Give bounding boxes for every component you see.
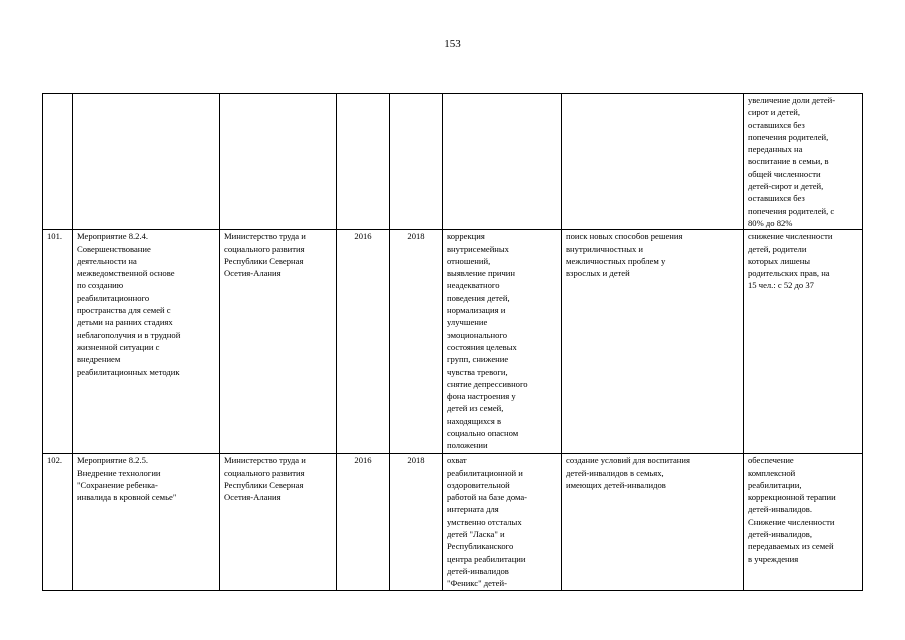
result-cell	[562, 94, 744, 230]
table-row	[43, 454, 863, 590]
end-year-cell	[390, 94, 443, 230]
page-number: 153	[444, 38, 461, 50]
result-cell: создание условий для воспитания детей-инвалидов в семьях, имеющих детей-инвалидов	[562, 454, 744, 590]
executor-cell: Министерство труда и социального развития Республики Северная Осетия-Алания	[220, 230, 337, 454]
event-cell	[73, 94, 220, 230]
row-number: 101.	[43, 230, 73, 454]
content-cell: охват реабилитационной и оздоровительной работой на базе дома- интерната для умственно отсталых детей "Ласка" и Республиканского центра реабилитации детей-инвалидов "Феникс" детей-	[443, 454, 562, 590]
start-year-cell: 2016	[337, 230, 390, 454]
indicator-cell: обеспечение комплексной реабилитации, коррекционной терапии детей-инвалидов. Снижение численности детей-инвалидов, передаваемых из семей в учреждения	[744, 454, 863, 590]
event-cell: Мероприятие 8.2.4. Совершенствование деятельности на межведомственной основе по созданию реабилитационного пространства для семей с детьми на ранних стадиях неблагополучия и в трудной жизненной ситуации с внедрением реабилитационных методик	[73, 230, 220, 454]
indicator-cell: снижение численности детей, родители которых лишены родительских прав, на 15 чел.: с 52 до 37	[744, 230, 863, 454]
program-table	[42, 93, 863, 591]
table-row	[43, 230, 863, 454]
row-number: 102.	[43, 454, 73, 590]
end-year-cell: 2018	[390, 454, 443, 590]
event-cell: Мероприятие 8.2.5. Внедрение технологии "Сохранение ребенка- инвалида в кровной семье"	[73, 454, 220, 590]
table-row	[43, 94, 863, 230]
content-cell	[443, 94, 562, 230]
result-cell: поиск новых способов решения внутриличностных и межличностных проблем у взрослых и детей	[562, 230, 744, 454]
start-year-cell: 2016	[337, 454, 390, 590]
end-year-cell: 2018	[390, 230, 443, 454]
row-number	[43, 94, 73, 230]
executor-cell	[220, 94, 337, 230]
executor-cell: Министерство труда и социального развития Республики Северная Осетия-Алания	[220, 454, 337, 590]
content-cell: коррекция внутрисемейных отношений, выявление причин неадекватного поведения детей, нормализация и улучшение эмоционального состояния целевых групп, снижение чувства тревоги, снятие депрессивного фона настроения у детей из семей, находящихся в социально опасном положении	[443, 230, 562, 454]
start-year-cell	[337, 94, 390, 230]
indicator-cell: увеличение доли детей- сирот и детей, оставшихся без попечения родителей, переданных на воспитание в семьи, в общей численности детей-сирот и детей, оставшихся без попечения родителей, с 80% до 82%	[744, 94, 863, 230]
